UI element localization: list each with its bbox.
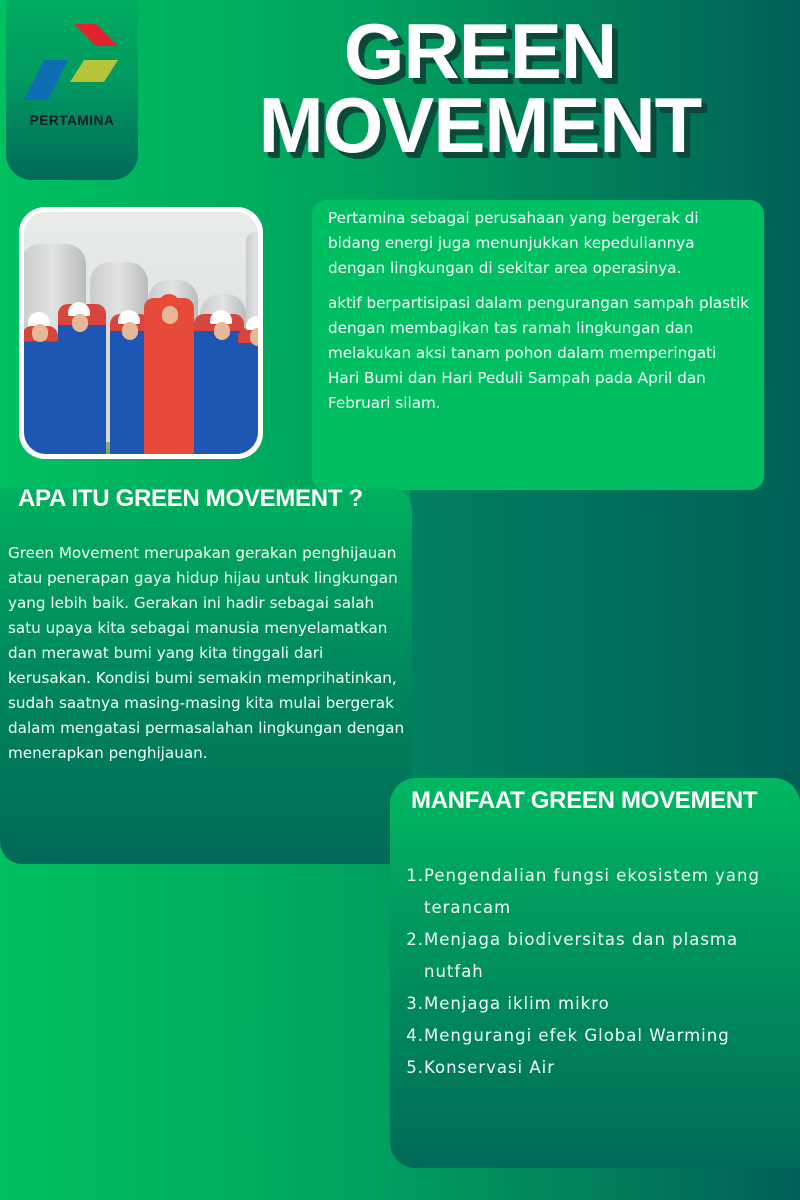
- list-item: 5. Konservasi Air: [406, 1058, 556, 1077]
- background-panel: [410, 490, 800, 780]
- apa-itu-body: Green Movement merupakan gerakan penghijauan atau penerapan gaya hidup hijau untuk lingkungan yang lebih baik. Gerakan ini hadir sebagai salah satu upaya kita sebagai manusia menyelamatkan dan merawat bumi yang kita tinggali dari kerusakan. Kondisi bumi semakin memprihatinkan, sudah saatnya masing-masing kita mulai bergerak dalam mengatasi permasalahan lingkungan dengan menerapkan penghijauan.: [8, 544, 405, 762]
- list-item: 1. Pengendalian fungsi ekosistem yang terancam: [406, 866, 760, 917]
- apa-itu-title: APA ITU GREEN MOVEMENT ?: [18, 485, 363, 512]
- intro-paragraph-2: aktif berpartisipasi dalam pengurangan sampah plastik dengan membagikan tas ramah lingkungan dan melakukan aksi tanam pohon dalam memperingati Hari Bumi dan Hari Peduli Sampah pada April dan Februari silam.: [328, 294, 750, 412]
- pertamina-logo-icon: [22, 24, 122, 102]
- logo-text: PERTAMINA: [29, 113, 115, 128]
- intro-box: [312, 200, 764, 490]
- manfaat-list: [402, 860, 762, 1084]
- workers-photo: [24, 212, 258, 454]
- title-line-1: GREEN: [343, 7, 617, 95]
- page-title: [160, 7, 800, 169]
- intro-paragraph-1: Pertamina sebagai perusahaan yang bergerak di bidang energi juga menunjukkan kepeduliannya dengan lingkungan di sekitar area operasinya.: [328, 209, 699, 277]
- title-line-2: MOVEMENT: [258, 81, 702, 169]
- list-item: 2. Menjaga biodiversitas dan plasma nutfah: [406, 930, 739, 981]
- photo-frame: [19, 207, 263, 459]
- manfaat-title: MANFAAT GREEN MOVEMENT: [411, 787, 758, 814]
- list-item: 4. Mengurangi efek Global Warming: [406, 1026, 730, 1045]
- list-item: 3. Menjaga iklim mikro: [406, 994, 610, 1013]
